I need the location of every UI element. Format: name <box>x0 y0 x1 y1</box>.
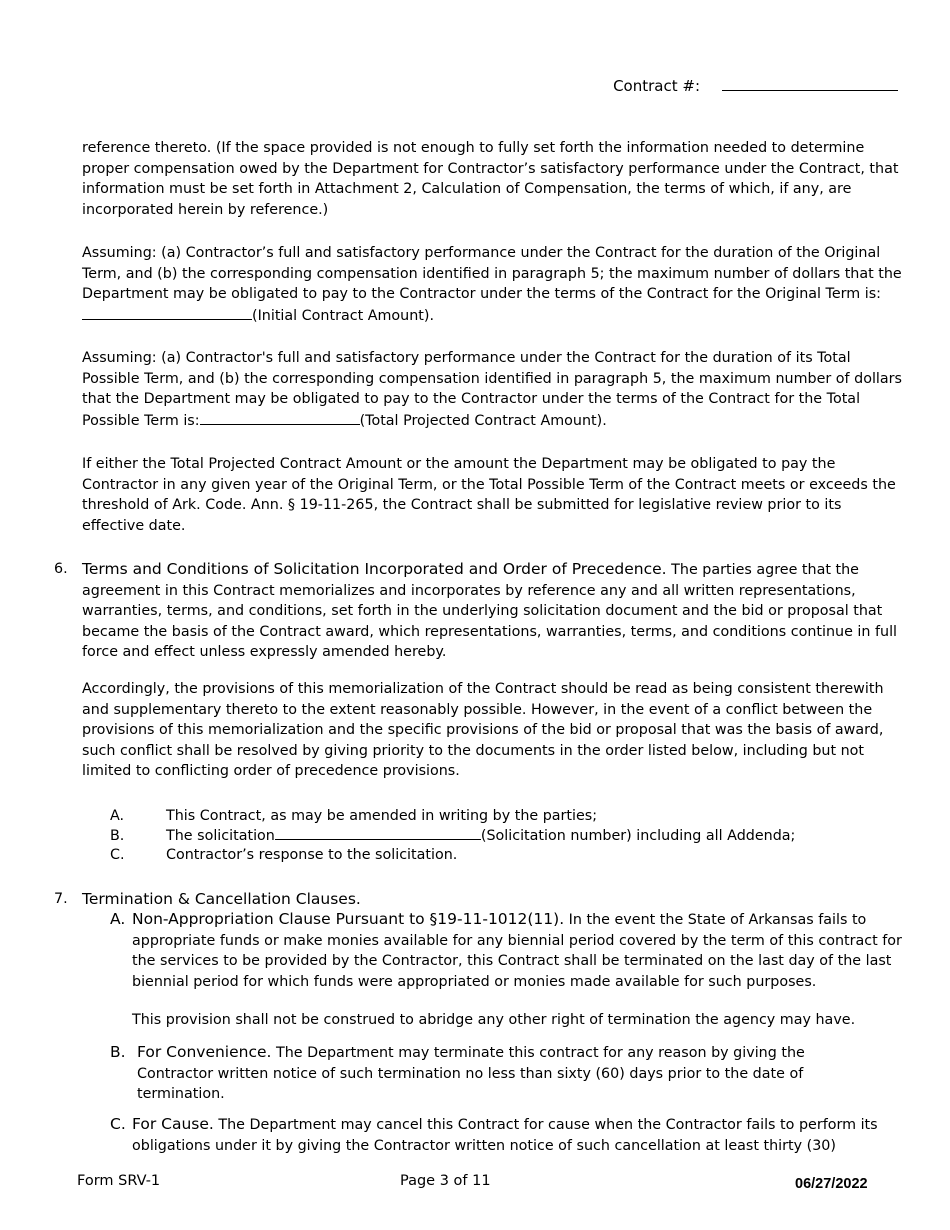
total-projected-amount-field[interactable] <box>200 410 360 425</box>
section-6-heading: Terms and Conditions of Solicitation Incorporated and Order of Precedence. <box>82 560 667 578</box>
clause-b-title: For Convenience. <box>137 1043 272 1061</box>
clause-a-label: A. <box>110 910 126 928</box>
section-6-paragraph-1 <box>82 559 908 663</box>
legislative-review-paragraph: If either the Total Projected Contract Amount or the amount the Department may be obligated to pay the Contractor in any given year of the Original Term, or the Total Possible Term of the Contract meets or exceeds the threshold of Ark. Code. Ann. § 19-11-265, the Contract shall be submitted for legislative review prior to its effective date. <box>82 456 896 534</box>
precedence-letter: C. <box>110 847 125 863</box>
clause-b-text: The Department may terminate this contract for any reason by giving the Contractor written notice of such termination no less than sixty (60) days prior to the date of termination. <box>137 1045 805 1103</box>
clause-c-label: C. <box>110 1115 126 1133</box>
precedence-item-b <box>110 825 795 847</box>
initial-contract-amount-label: (Initial Contract Amount). <box>252 307 435 324</box>
total-projected-amount-text: Assuming: (a) Contractor's full and satisfactory performance under the Contract for the duration of its Total Possible Term, and (b) the corresponding compensation identified in paragraph 5, the maximum number of dollars that the Department may be obligated to pay to the Contractor under the terms of the Contract for the Total Possible Term is: <box>82 350 902 429</box>
clause-c-title: For Cause. <box>132 1115 214 1133</box>
clause-a-text: In the event the State of Arkansas fails to appropriate funds or make monies available for any biennial period covered by the term of this contract for the services to be provided by the Contractor, this Contract shall be terminated on the last day of the last biennial period for which funds were appropriated or monies made available for such purposes. <box>132 912 902 990</box>
precedence-letter: A. <box>110 808 125 824</box>
precedence-text: Contractor’s response to the solicitation. <box>166 847 458 863</box>
precedence-text: This Contract, as may be amended in writing by the parties; <box>166 808 598 824</box>
precedence-text-before: The solicitation <box>166 828 275 844</box>
precedence-item-a <box>110 806 597 827</box>
contract-number-label: Contract #: <box>613 77 700 95</box>
contract-number-header <box>613 76 898 97</box>
compensation-reference-paragraph: reference thereto. (If the space provided is not enough to fully set forth the information needed to determine proper compensation owed by the Department for Contractor’s satisfactory performance under the Contract, that information must be set forth in Attachment 2, Calculation of Compensation, the terms of which, if any, are incorporated herein by reference.) <box>82 140 899 218</box>
section-6-paragraph-2: Accordingly, the provisions of this memorialization of the Contract should be read as being consistent therewith and supplementary thereto to the extent reasonably possible. However, in the event of a conflict between the provisions of this memorialization and the specific provisions of the bid or proposal that was the basis of award, such conflict shall be resolved by giving priority to the documents in the order listed below, including but not limited to conflicting order of precedence provisions. <box>82 681 884 780</box>
clause-c-text: The Department may cancel this Contract for cause when the Contractor fails to perform its obligations under it by giving the Contractor written notice of such cancellation at least thirty (30) <box>132 1117 878 1154</box>
clause-b-body <box>137 1042 837 1105</box>
footer-revision-date: 06/27/2022 <box>795 1176 868 1192</box>
initial-contract-amount-field[interactable] <box>82 305 252 320</box>
section-6-number: 6. <box>54 561 68 577</box>
precedence-text-after: (Solicitation number) including all Addenda; <box>480 828 796 844</box>
footer-page-number: Page 3 of 11 <box>400 1173 491 1189</box>
clause-a-title: Non-Appropriation Clause Pursuant to §19-11-1012(11). <box>132 910 565 928</box>
precedence-item-c <box>110 845 457 866</box>
solicitation-number-field[interactable] <box>275 825 481 840</box>
section-7-number: 7. <box>54 891 68 907</box>
clause-b-label: B. <box>110 1043 126 1061</box>
total-projected-amount-paragraph <box>82 348 908 431</box>
clause-a-note: This provision shall not be construed to abridge any other right of termination the agency may have. <box>132 1012 856 1028</box>
initial-contract-amount-text: Assuming: (a) Contractor’s full and satisfactory performance under the Contract for the duration of the Original Term, and (b) the corresponding compensation identified in paragraph 5; the maximum number of dollars that the Department may be obligated to pay to the Contractor under the terms of the Contract for the Original Term is: <box>82 245 902 303</box>
precedence-letter: B. <box>110 828 125 844</box>
section-7-heading: Termination & Cancellation Clauses. <box>82 890 361 908</box>
footer-form-id: Form SRV-1 <box>77 1173 161 1189</box>
initial-contract-amount-paragraph <box>82 243 908 326</box>
clause-c-body <box>132 1114 908 1156</box>
section-6-text: The parties agree that the agreement in this Contract memorializes and incorporates by reference any and all written representations, warranties, terms, and conditions, set forth in the underlying solicitation document and the bid or proposal that became the basis of the Contract award, which representations, warranties, terms, and conditions continue in full force and effect unless expressly amended hereby. <box>82 562 898 661</box>
clause-a-body <box>132 909 908 992</box>
total-projected-amount-label: (Total Projected Contract Amount). <box>359 412 607 429</box>
contract-number-field[interactable] <box>722 76 898 91</box>
